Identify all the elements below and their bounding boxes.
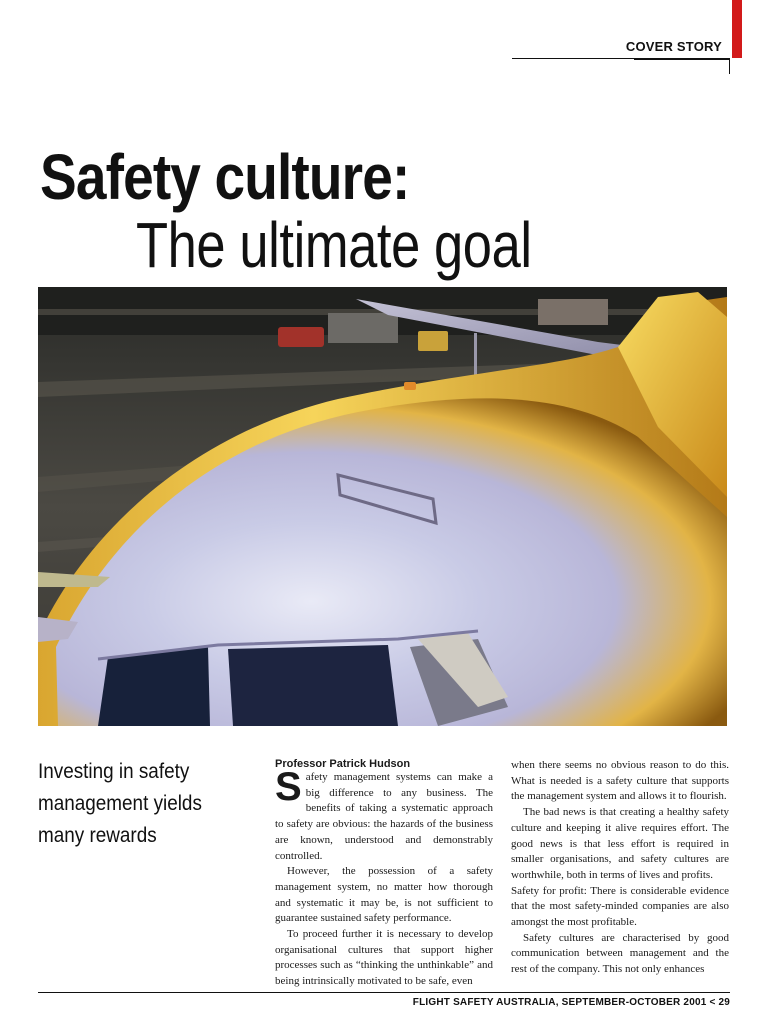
article-paragraph-3: To proceed further it is necessary to develop organisational cultures that support higher processes such as “thinking the unthinkable” and being intrinsically motivated to be safe, even: [275, 928, 493, 988]
paragraph-1-text: afety management systems can make a big difference to any business. The benefits of taking a systematic approach to safety are obvious: the hazards of the business are known, understood and demonstrably controlled.: [275, 771, 493, 862]
author-byline: Professor Patrick Hudson: [275, 758, 411, 770]
headline-line-1: Safety culture:: [40, 141, 410, 213]
cover-photo-airliner: [38, 287, 727, 726]
headline-line-2: The ultimate goal: [136, 209, 532, 281]
header-rule-accent: [634, 58, 730, 60]
drop-cap: S: [275, 765, 302, 809]
article-column-2: [511, 758, 729, 978]
article-paragraph-1: [275, 765, 493, 864]
article-paragraph-2: However, the possession of a safety management system, no matter how thorough and systematic it may be, is not sufficient to guarantee sustained safety performance.: [275, 865, 493, 925]
red-tab-marker: [732, 0, 742, 58]
article-paragraph-4: The bad news is that creating a healthy safety culture and keeping it alive requires effort. The good news is that less effort is required in smaller organisations, and safety cultures are worthwhile, both in terms of lives and profits.: [511, 806, 729, 881]
footer-folio: FLIGHT SAFETY AUSTRALIA, SEPTEMBER-OCTOBER 2001 < 29: [412, 997, 730, 1008]
standfirst-deck: Investing in safety management yields many rewards: [38, 760, 202, 847]
footer-rule: [38, 992, 730, 993]
article-column-1: [275, 758, 493, 990]
article-paragraph-5: Safety for profit: There is considerable evidence that the most safety-minded companies are also amongst the most profitable.: [511, 884, 729, 929]
article-paragraph-6: Safety cultures are characterised by good communication between management and the rest of the company. This not only enhances: [511, 931, 729, 976]
article-paragraph-3-continued: when there seems no obvious reason to do this. What is needed is a safety culture that supports the management system and allows it to flourish.: [511, 759, 729, 803]
section-label: COVER STORY: [625, 39, 722, 54]
header-vertical-rule: [729, 58, 730, 74]
